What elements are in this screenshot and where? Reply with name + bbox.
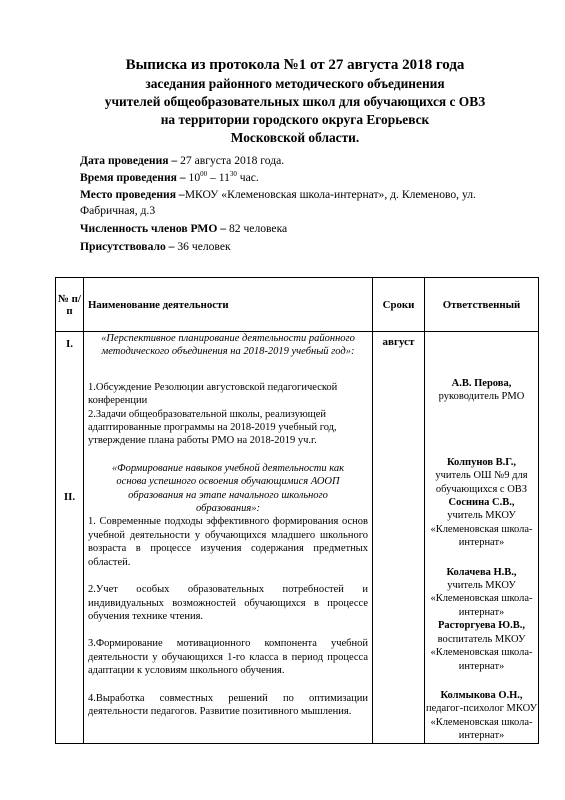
activity-item-3: 1. Современные подходы эффективного формирования основ учебной деятельности у обучающихся младшего школьного возраста в процессе изучения содержания предметных областей. — [88, 516, 368, 568]
members-value: 82 человека — [226, 222, 288, 236]
meeting-place — [80, 187, 520, 221]
responsible-name-2: Колпунов В.Г., — [446, 456, 517, 468]
header-line-1: Выписка из протокола №1 от 27 августа 2018 года — [125, 57, 465, 73]
term-cell: август — [373, 332, 425, 744]
time-end-minutes: 30 — [229, 169, 237, 178]
present-count — [80, 239, 520, 256]
date-value: 27 августа 2018 года. — [177, 154, 285, 167]
activity-item-4: 2.Учет особых образовательных потребностей и индивидуальных возможностей обучающихся в процессе обучения технике чтения. — [88, 584, 368, 622]
table-header-row — [56, 278, 539, 332]
members-count — [80, 221, 520, 238]
header-line-2: заседания районного методического объединения — [145, 76, 445, 91]
meeting-info — [80, 153, 520, 256]
header-responsible: Ответственный — [425, 278, 539, 332]
row-number-cell — [56, 332, 84, 744]
time-label: Время проведения – — [80, 170, 186, 184]
responsible-role-5: воспитатель МКОУ «Клеменовская школа-интернат» — [430, 633, 533, 672]
table-row — [56, 332, 539, 744]
header-activity: Наименование деятельности — [84, 278, 373, 332]
header-term: Сроки — [373, 278, 425, 332]
responsible-name — [425, 689, 538, 702]
time-unit: час. — [236, 170, 259, 184]
responsible-role-3: учитель МКОУ «Клеменовская школа-интернат» — [430, 510, 533, 549]
responsible-role-4: учитель МКОУ «Клеменовская школа-интернат» — [430, 580, 533, 618]
responsible-role-6: педагог-психолог МКОУ «Клеменовская школа-интернат» — [425, 703, 538, 742]
activity-item-6: 4.Выработка совместных решений по оптимизации деятельности педагогов. Развитие позитивного мышления. — [88, 692, 368, 717]
activity-item-1: 1.Обсуждение Резолюции августовской педагогической конференции — [88, 381, 338, 407]
responsible-name — [425, 619, 538, 632]
date-label: Дата проведения – — [80, 154, 178, 167]
section-1-title: «Перспективное планирование деятельности районного методического объединения на 2018-2019 учебный год»: — [101, 333, 355, 358]
responsible-name-3: Соснина С.В., — [448, 497, 515, 509]
activity-table — [55, 277, 539, 744]
responsible-name-4: Колачева Н.В., — [446, 566, 517, 578]
responsible-name — [425, 566, 538, 579]
place-label: Место проведения – — [80, 187, 185, 201]
meeting-date — [80, 153, 520, 170]
time-end-hour: – 11 — [207, 170, 230, 184]
header-num: № п/п — [56, 278, 84, 332]
members-label: Численность членов РМО – — [80, 222, 227, 236]
activity-item-5: 3.Формирование мотивационного компонента учебной деятельности у обучающихся 1-го класса в период процесса адаптации к условиям школьного обучения. — [88, 638, 368, 677]
responsible-role-2: учитель ОШ №9 для обучающихся с ОВЗ — [435, 470, 528, 495]
time-start-minutes: 00 — [200, 169, 208, 178]
place-value: МКОУ «Клеменовская школа-интернат», д. Клеменово, ул. Фабричная, д.3 — [80, 187, 476, 218]
responsible-name-1: А.В. Перова, — [451, 378, 512, 389]
header-line-3: учителей общеобразовательных школ для обучающихся с ОВЗ — [104, 94, 486, 109]
responsible-cell — [425, 332, 539, 744]
responsible-role-1: руководитель РМО — [438, 391, 525, 403]
responsible-name-6: Колмыкова О.Н., — [440, 689, 523, 701]
time-start-hour: 10 — [185, 170, 201, 184]
meeting-time — [80, 170, 520, 187]
responsible-name — [425, 456, 538, 469]
present-label: Присутствовало – — [80, 239, 175, 253]
row-number-2: II. — [63, 491, 76, 503]
present-value: 36 человек — [174, 239, 231, 253]
protocol-header — [60, 55, 530, 147]
activity-item-2: 2.Задачи общеобразовательной школы, реализующей адаптированные программы на 2018-2019 учебный год, утверждение плана работы РМО на 2018-2019 уч.г. — [88, 408, 337, 447]
header-line-5: Московской области. — [230, 130, 360, 145]
responsible-name — [425, 496, 538, 509]
header-line-4: на территории городского округа Егорьевск — [160, 112, 430, 127]
section-2-title: «Формирование навыков учебной деятельности как основа успешного освоения обучающимися АООП образования на этапе начального школьного образования»: — [111, 462, 345, 515]
responsible-name — [425, 377, 538, 390]
activity-cell — [84, 332, 373, 744]
responsible-name-5: Расторгуева Ю.В., — [437, 620, 526, 632]
row-number-1: I. — [65, 338, 74, 350]
